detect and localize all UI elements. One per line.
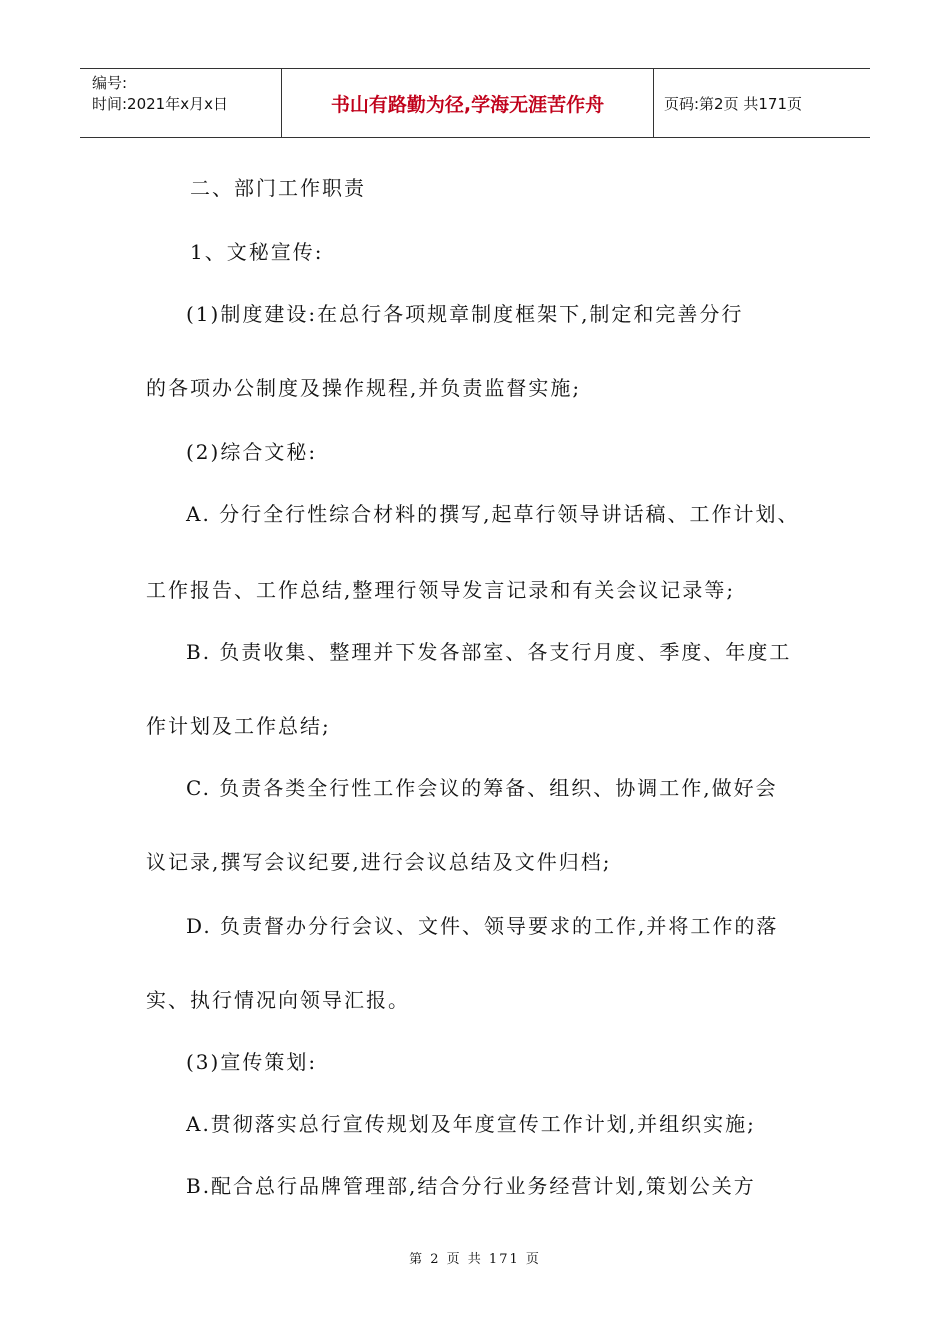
paragraph-line: B.配合总行品牌管理部,结合分行业务经营计划,策划公关方 xyxy=(186,1174,756,1198)
header-page-info: 页码:第2页 共171页 xyxy=(664,94,802,113)
paragraph-line: C. 负责各类全行性工作会议的筹备、组织、协调工作,做好会 xyxy=(186,776,778,800)
subsection-heading: 1、文秘宣传: xyxy=(190,240,324,264)
paragraph-line: D. 负责督办分行会议、文件、领导要求的工作,并将工作的落 xyxy=(186,914,779,938)
item-heading: (3)宣传策划: xyxy=(186,1050,318,1074)
paragraph-line: A. 分行全行性综合材料的撰写,起草行领导讲话稿、工作计划、 xyxy=(186,502,800,526)
paragraph-line: (1)制度建设:在总行各项规章制度框架下,制定和完善分行 xyxy=(186,302,744,326)
paragraph-line: 的各项办公制度及操作规程,并负责监督实施; xyxy=(146,376,582,400)
document-time-label: 时间:2021年x月x日 xyxy=(92,95,228,113)
section-heading: 二、部门工作职责 xyxy=(190,176,366,200)
document-number-label: 编号: xyxy=(92,74,128,92)
paragraph-line: B. 负责收集、整理并下发各部室、各支行月度、季度、年度工 xyxy=(186,640,792,664)
paragraph-line: 实、执行情况向领导汇报。 xyxy=(146,988,410,1012)
paragraph-line: 工作报告、工作总结,整理行领导发言记录和有关会议记录等; xyxy=(146,578,736,602)
page-footer: 第 2 页 共 171 页 xyxy=(409,1252,541,1267)
item-heading: (2)综合文秘: xyxy=(186,440,318,464)
paragraph-line: 议记录,撰写会议纪要,进行会议总结及文件归档; xyxy=(146,850,612,874)
document-header xyxy=(80,68,870,138)
header-meta xyxy=(80,69,282,137)
paragraph-line: A.贯彻落实总行宣传规划及年度宣传工作计划,并组织实施; xyxy=(186,1112,756,1136)
header-motto: 书山有路勤为径,学海无涯苦作舟 xyxy=(282,69,654,137)
paragraph-line: 作计划及工作总结; xyxy=(146,714,331,738)
